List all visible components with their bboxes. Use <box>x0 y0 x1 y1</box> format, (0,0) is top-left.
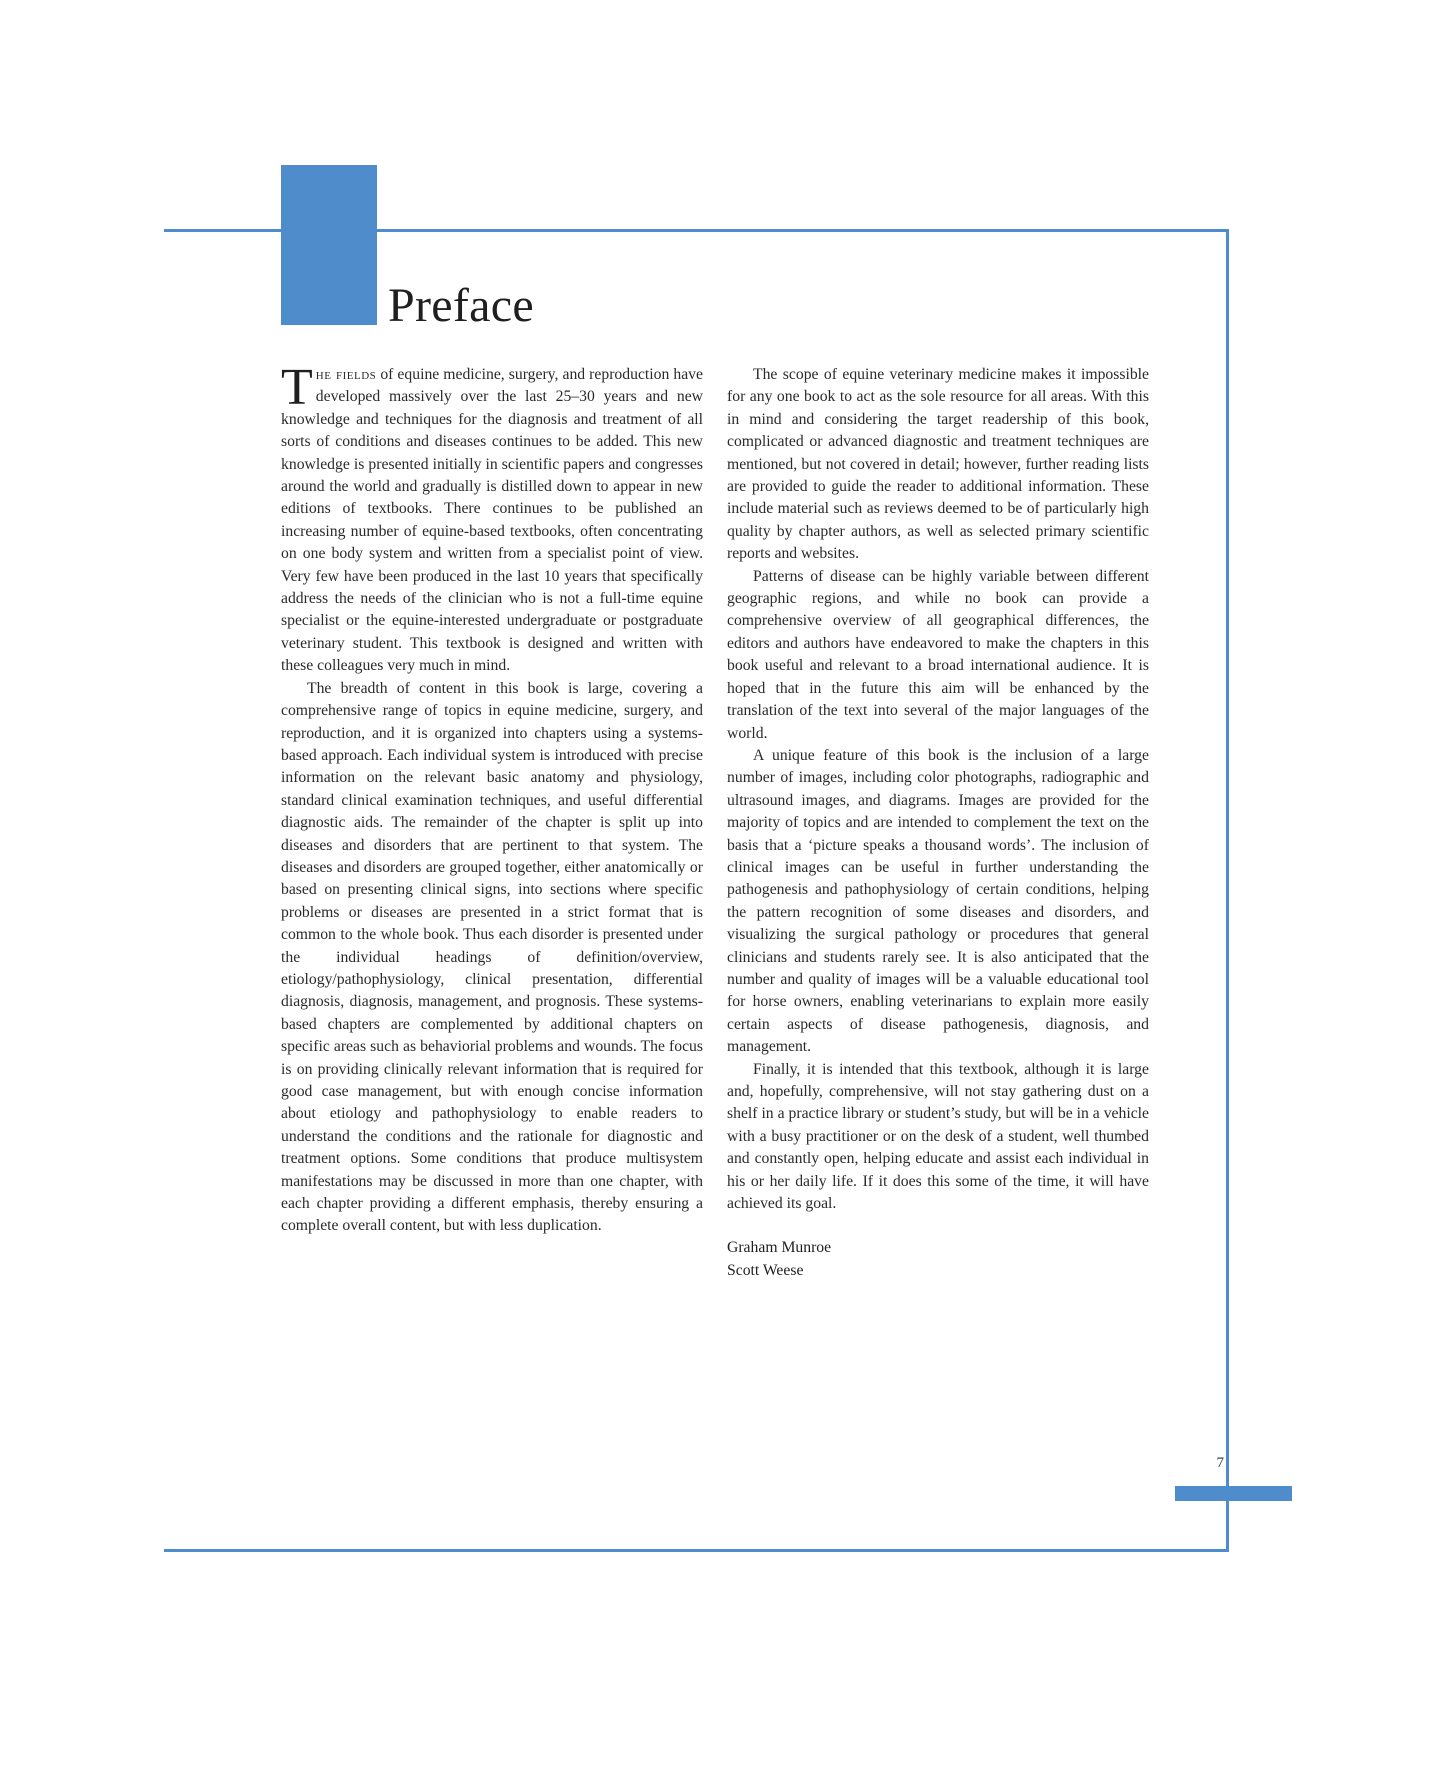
page-number-tab <box>1175 1486 1292 1501</box>
smallcaps-lead: he fields <box>315 366 377 383</box>
drop-cap: T <box>281 359 313 416</box>
paragraph-images: A unique feature of this book is the inclusion of a large number of images, including color photographs, radiographic and ultrasound images, and diagrams. Images are provided for the majority of topics and are intended to complement the text on the basis that a ‘picture speaks a thousand words’. The inclusion of clinical images can be useful in further understanding the pathogenesis and pathophysiology of certain conditions, helping the pattern recognition of some diseases and disorders, and visualizing the surgical pathology or procedures that general clinicians and students rarely see. It is also anticipated that the number and quality of images will be a valuable educational tool for horse owners, enabling veterinarians to explain more easily certain aspects of disease pathogenesis, diagnosis, and management. <box>727 746 1149 1056</box>
paragraph-scope: The scope of equine veterinary medicine makes it impossible for any one book to act as the sole resource for all areas. With this in mind and considering the target readership of this book, complicated or advanced diagnostic and treatment techniques are mentioned, but not covered in detail; however, further reading lists are provided to guide the reader to additional information. These include material such as reviews deemed to be of particularly high quality by chapter authors, as well as selected primary scientific reports and websites. <box>727 366 1149 563</box>
signature-author: Graham Munroe <box>727 1239 832 1257</box>
paragraph-patterns: Patterns of disease can be highly variable between different geographic regions, and while no book can provide a comprehensive overview of all geographical differences, the editors and authors have endeavored to make the chapters in this book useful and relevant to a broad international audience. It is hoped that in the future this aim will be enhanced by the translation of the text into several of the major languages of the world. <box>727 567 1149 742</box>
paragraph-intro <box>281 359 703 678</box>
frame-top-rule <box>164 229 1229 232</box>
paragraph-breadth: The breadth of content in this book is large, covering a comprehensive range of topics in equine medicine, surgery, and reproduction, and it is organized into chapters using a systems-based approach. Each individual system is introduced with precise information on the relevant basic anatomy and physiology, standard clinical examination techniques, and useful differential diagnostic aids. The remainder of the chapter is split up into diseases and disorders that are pertinent to that system. The diseases and disorders are grouped together, either anatomically or based on presenting clinical signs, into sections where specific problems or diseases are presented in a strict format that is common to the whole book. Thus each disorder is presented under the individual headings of definition/overview, etiology/pathophysiology, clinical presentation, differential diagnosis, diagnosis, management, and prognosis. These systems-based chapters are complemented by additional chapters on specific areas such as behaviorial problems and wounds. The focus is on providing clinically relevant information that is required for good case management, but with enough concise information about etiology and pathophysiology to enable readers to understand the conditions and the rationale for diagnostic and treatment options. Some conditions that produce multisystem manifestations may be discussed in more than one chapter, with each chapter providing a different emphasis, thereby ensuring a complete overall content, but with less duplication. <box>281 679 703 1235</box>
title-accent-block <box>281 165 377 325</box>
page-title: Preface <box>388 279 534 332</box>
paragraph-intro-text: of equine medicine, surgery, and reproduction have developed massively over the last 25–30 years and new knowledge and techniques for the diagnosis and treatment of all sorts of conditions and diseases continues to be added. This new knowledge is presented initially in scientific papers and congresses around the world and gradually is distilled down to appear in new editions of textbooks. There continues to be published an increasing number of equine-based textbooks, often concentrating on one body system and written from a specialist point of view. Very few have been produced in the last 10 years that specifically address the needs of the clinician who is not a full-time equine specialist or the equine-interested undergraduate or postgraduate veterinary student. This textbook is designed and written with these colleagues very much in mind. <box>281 366 703 675</box>
left-column <box>281 359 703 1238</box>
signature-author: Scott Weese <box>727 1261 804 1279</box>
paragraph-finally: Finally, it is intended that this textbook, although it is large and, hopefully, comprehensive, will not stay gathering dust on a shelf in a practice library or student’s study, but will be in a vehicle with a busy practitioner or on the desk of a student, well thumbed and constantly open, helping educate and assist each individual in his or her daily life. If it does this some of the time, it will have achieved its goal. <box>727 1060 1149 1213</box>
signatures <box>727 1237 1149 1282</box>
right-column <box>727 364 1149 1282</box>
page-number: 7 <box>1216 1455 1224 1471</box>
frame-bottom-rule <box>164 1549 1229 1552</box>
frame-right-rule <box>1226 229 1229 1552</box>
